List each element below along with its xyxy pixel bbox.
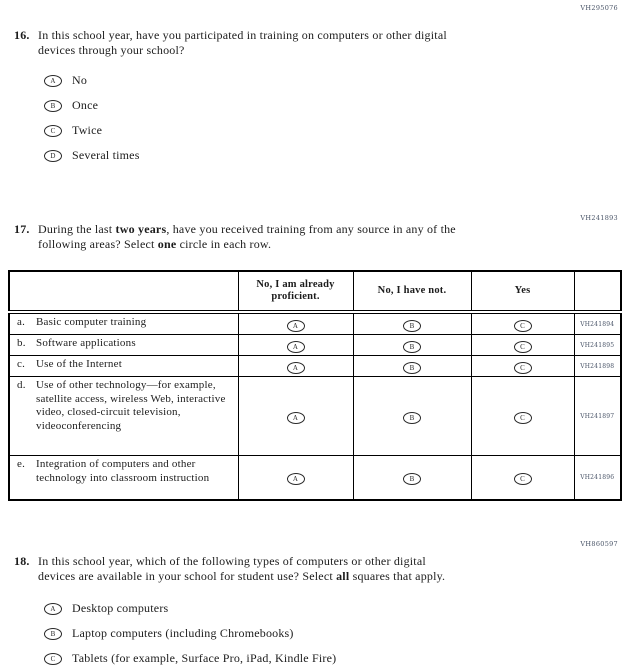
q17-text xyxy=(14,222,456,252)
answer-cell xyxy=(471,456,574,500)
answer-cell xyxy=(238,377,353,456)
q16-text xyxy=(14,28,447,58)
row-label-cell: e. Integration of computers and other technology into classroom instruction xyxy=(9,456,238,500)
answer-cell xyxy=(353,335,471,356)
answer-cell xyxy=(471,377,574,456)
q16-bubble-a-icon[interactable]: A xyxy=(44,75,62,87)
question-16 xyxy=(14,28,447,168)
q16-bubble-b-icon[interactable]: B xyxy=(44,100,62,112)
answer-cell xyxy=(238,456,353,500)
row-label: Software applications xyxy=(36,337,136,349)
q18-option-label: Desktop computers xyxy=(72,601,169,615)
table-row-use-of-internet xyxy=(9,356,621,377)
q16-option-label: Once xyxy=(72,98,99,112)
table-row-software-applications xyxy=(9,335,621,356)
q16-number: 16. xyxy=(14,28,30,42)
table-row-integration-classroom xyxy=(9,456,621,500)
row-c-bubble-c-icon[interactable]: C xyxy=(514,362,532,374)
q17-number: 17. xyxy=(14,222,30,236)
q18-bubble-c-icon[interactable]: C xyxy=(44,653,62,665)
q16-options xyxy=(44,68,447,168)
q17-matrix-table xyxy=(8,270,622,501)
question-17 xyxy=(14,222,456,252)
q17-header-yes: Yes xyxy=(471,271,574,312)
q17-stem-line1: During the last two years, have you received training from any source in any of the xyxy=(38,222,456,236)
row-c-bubble-b-icon[interactable]: B xyxy=(403,362,421,374)
q18-option-laptop xyxy=(44,621,445,646)
row-label-cell: a. Basic computer training xyxy=(9,312,238,335)
q17-header-blank xyxy=(9,271,238,312)
q17-stem xyxy=(38,222,456,252)
answer-cell xyxy=(471,335,574,356)
answer-cell xyxy=(471,312,574,335)
q18-code: VH860597 xyxy=(580,540,618,548)
question-18 xyxy=(14,554,445,666)
row-code: VH241895 xyxy=(574,335,621,356)
q17-table-header-row xyxy=(9,271,621,312)
q18-text xyxy=(14,554,445,584)
q16-bubble-d-icon[interactable]: D xyxy=(44,150,62,162)
row-b-bubble-b-icon[interactable]: B xyxy=(403,341,421,353)
answer-cell xyxy=(238,356,353,377)
q16-option-label: Several times xyxy=(72,148,140,162)
row-code: VH241894 xyxy=(574,312,621,335)
q16-bubble-c-icon[interactable]: C xyxy=(44,125,62,137)
q18-option-desktop xyxy=(44,596,445,621)
row-e-bubble-b-icon[interactable]: B xyxy=(403,473,421,485)
row-a-bubble-b-icon[interactable]: B xyxy=(403,320,421,332)
answer-cell xyxy=(238,335,353,356)
row-label: Use of the Internet xyxy=(36,358,122,370)
q18-number: 18. xyxy=(14,554,30,568)
row-a-bubble-c-icon[interactable]: C xyxy=(514,320,532,332)
row-e-bubble-c-icon[interactable]: C xyxy=(514,473,532,485)
q16-option-no xyxy=(44,68,447,93)
q16-option-once xyxy=(44,93,447,118)
row-a-bubble-a-icon[interactable]: A xyxy=(287,320,305,332)
answer-cell xyxy=(238,312,353,335)
row-d-bubble-c-icon[interactable]: C xyxy=(514,412,532,424)
row-label: Basic computer training xyxy=(36,316,147,328)
answer-cell xyxy=(353,356,471,377)
row-code: VH241898 xyxy=(574,356,621,377)
q17-header-already-proficient: No, I am already proficient. xyxy=(238,271,353,312)
q16-option-twice xyxy=(44,118,447,143)
answer-cell xyxy=(353,312,471,335)
answer-cell xyxy=(353,456,471,500)
q18-option-tablets xyxy=(44,646,445,666)
row-label-cell: b. Software applications xyxy=(9,335,238,356)
row-label: Integration of computers and other technology into classroom instruction xyxy=(36,458,210,484)
q17-code: VH241893 xyxy=(580,214,618,222)
q16-option-several-times xyxy=(44,143,447,168)
q18-option-label: Tablets (for example, Surface Pro, iPad, Kindle Fire) xyxy=(72,651,337,665)
q16-stem-line2: devices through your school? xyxy=(38,43,185,57)
answer-cell xyxy=(353,377,471,456)
q16-option-label: Twice xyxy=(72,123,103,137)
q18-stem-line2: devices are available in your school for student use? Select all squares that apply. xyxy=(38,569,446,583)
row-b-bubble-c-icon[interactable]: C xyxy=(514,341,532,353)
q17-header-code-blank xyxy=(574,271,621,312)
q17-header-have-not: No, I have not. xyxy=(353,271,471,312)
row-label-cell: d. Use of other technology—for example, satellite access, wireless Web, interactive video, closed-circuit television, videoconferencing xyxy=(9,377,238,456)
row-c-bubble-a-icon[interactable]: A xyxy=(287,362,305,374)
row-label-cell: c. Use of the Internet xyxy=(9,356,238,377)
q18-bubble-b-icon[interactable]: B xyxy=(44,628,62,640)
q16-code: VH295076 xyxy=(580,4,618,12)
table-row-other-technology xyxy=(9,377,621,456)
row-label: Use of other technology—for example, satellite access, wireless Web, interactive video, closed-circuit television, videoconferencing xyxy=(36,379,226,432)
q18-stem-line1: In this school year, which of the following types of computers or other digital xyxy=(38,554,426,568)
table-row-basic-computer-training xyxy=(9,312,621,335)
q18-options xyxy=(44,596,445,666)
q18-stem xyxy=(38,554,445,584)
q18-option-label: Laptop computers (including Chromebooks) xyxy=(72,626,294,640)
q16-stem-line1: In this school year, have you participated in training on computers or other digital xyxy=(38,28,447,42)
row-d-bubble-a-icon[interactable]: A xyxy=(287,412,305,424)
q17-stem-line2: following areas? Select one circle in each row. xyxy=(38,237,272,251)
q16-stem xyxy=(38,28,447,58)
row-code: VH241896 xyxy=(574,456,621,500)
row-b-bubble-a-icon[interactable]: A xyxy=(287,341,305,353)
row-d-bubble-b-icon[interactable]: B xyxy=(403,412,421,424)
q18-bubble-a-icon[interactable]: A xyxy=(44,603,62,615)
row-e-bubble-a-icon[interactable]: A xyxy=(287,473,305,485)
q16-option-label: No xyxy=(72,73,88,87)
answer-cell xyxy=(471,356,574,377)
row-code: VH241897 xyxy=(574,377,621,456)
